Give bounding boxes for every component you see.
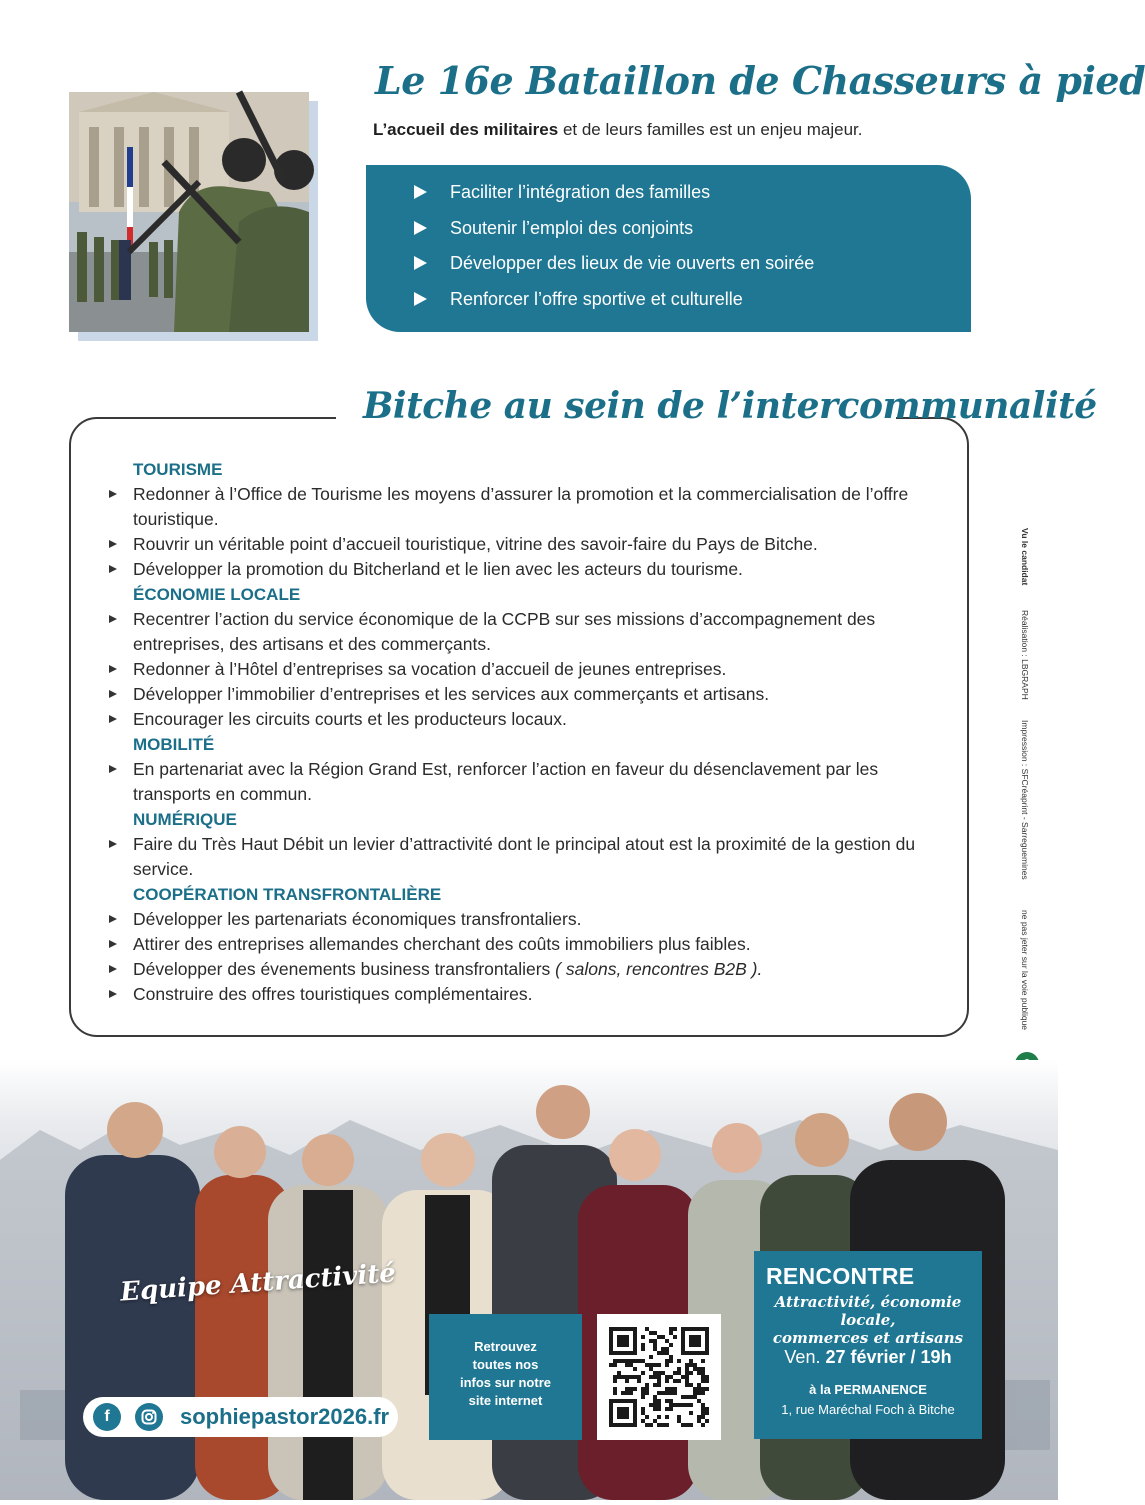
triangle-bullet-icon	[109, 840, 117, 848]
military-parade-photo	[69, 92, 309, 332]
subtitle-rest: et de leurs familles est un enjeu majeur.	[558, 120, 863, 139]
meeting-place: à la PERMANENCE	[809, 1382, 927, 1397]
list-item-text: Rouvrir un véritable point d’accueil touristique, vitrine des savoir-faire du Pays de Bitche.	[133, 534, 818, 554]
priority-item	[410, 250, 971, 286]
meeting-box	[754, 1251, 982, 1439]
section1-subtitle	[373, 120, 863, 140]
list-item	[107, 832, 957, 882]
list-item-text: Développer la promotion du Bitcherland et le lien avec les acteurs du tourisme.	[133, 559, 743, 579]
list-item-text: Développer les partenariats économiques transfrontaliers.	[133, 909, 582, 929]
website-link[interactable]: sophiepastor2026.fr	[180, 1404, 390, 1429]
triangle-bullet-icon	[109, 715, 117, 723]
instagram-icon[interactable]	[135, 1403, 163, 1431]
list-item-text: Construire des offres touristiques complémentaires.	[133, 984, 533, 1004]
list-item	[107, 657, 957, 682]
triangle-bullet-icon	[109, 565, 117, 573]
list-item	[107, 482, 957, 532]
meeting-title: RENCONTRE	[766, 1263, 915, 1289]
military-priorities-box	[366, 165, 971, 332]
meeting-date	[754, 1347, 982, 1368]
list-item	[107, 707, 957, 732]
meeting-subtitle-line: Attractivité, économie locale,	[774, 1293, 962, 1329]
list-item-text: En partenariat avec la Région Grand Est, renforcer l’action en faveur du désenclavement par les transports en commun.	[133, 759, 879, 804]
section2-title: Bitche au sein de l’intercommunalité	[363, 385, 1097, 427]
list-item-text: Encourager les circuits courts et les producteurs locaux.	[133, 709, 567, 729]
legal-line: ne pas jeter sur la voie publique	[1020, 910, 1030, 1031]
meeting-subtitle-line: commerces et artisans	[772, 1329, 964, 1347]
triangle-bullet-icon	[414, 221, 427, 235]
category-heading: TOURISME	[133, 460, 223, 479]
priority-text: Faciliter l’intégration des familles	[450, 182, 711, 202]
triangle-bullet-icon	[109, 665, 117, 673]
triangle-bullet-icon	[109, 490, 117, 498]
list-item	[107, 557, 957, 582]
category-heading: NUMÉRIQUE	[133, 810, 237, 829]
legal-mentions	[1016, 528, 1036, 1048]
triangle-bullet-icon	[109, 990, 117, 998]
list-item	[107, 757, 957, 807]
priority-text: Soutenir l’emploi des conjoints	[450, 217, 694, 238]
list-item	[107, 932, 957, 957]
subtitle-bold: L’accueil des militaires	[373, 120, 559, 139]
list-item-text: Développer l’immobilier d’entreprises et les services aux commerçants et artisans.	[133, 684, 770, 704]
triangle-bullet-icon	[414, 185, 427, 199]
team-label: Equipe Attractivité	[119, 1258, 397, 1308]
section1-title: Le 16e Bataillon de Chasseurs à pied	[375, 58, 1145, 103]
triangle-bullet-icon	[109, 765, 117, 773]
triangle-bullet-icon	[414, 256, 427, 270]
triangle-bullet-icon	[109, 965, 117, 973]
list-item	[107, 957, 957, 982]
info-box	[429, 1314, 582, 1440]
category-heading: ÉCONOMIE LOCALE	[133, 585, 301, 604]
list-item-text: Recentrer l’action du service économique de la CCPB sur ses missions d’accompagnement des entreprises, des artisans et des commerçants.	[133, 609, 876, 654]
website-pill[interactable]	[83, 1397, 398, 1437]
intercommunality-content	[107, 457, 957, 1007]
priority-item	[410, 215, 971, 251]
triangle-bullet-icon	[109, 915, 117, 923]
list-item-text: Attirer des entreprises allemandes cherchant des coûts immobiliers plus faibles.	[133, 934, 751, 954]
list-item	[107, 682, 957, 707]
facebook-icon[interactable]: f	[93, 1403, 121, 1431]
triangle-bullet-icon	[109, 540, 117, 548]
list-item	[107, 607, 957, 657]
list-item-note: ( salons, rencontres B2B ).	[550, 959, 763, 979]
priority-text: Développer des lieux de vie ouverts en soirée	[450, 253, 815, 273]
legal-line: Impression : SFCréaprint - Sarreguemines	[1020, 720, 1030, 880]
meeting-date-prefix: Ven.	[784, 1347, 821, 1367]
triangle-bullet-icon	[109, 615, 117, 623]
category-heading: COOPÉRATION TRANSFRONTALIÈRE	[133, 885, 442, 904]
triangle-bullet-icon	[109, 690, 117, 698]
priority-item	[410, 286, 971, 322]
category-heading: MOBILITÉ	[133, 735, 215, 754]
info-text: Retrouvez toutes nos infos sur notre site internet	[459, 1339, 551, 1408]
list-item-text: Redonner à l’Office de Tourisme les moyens d’assurer la promotion et la commercialisation de l’offre touristique.	[133, 484, 909, 529]
priority-text: Renforcer l’offre sportive et culturelle	[450, 288, 743, 309]
qr-code[interactable]	[597, 1314, 721, 1440]
meeting-address: 1, rue Maréchal Foch à Bitche	[781, 1402, 955, 1417]
priority-item	[410, 179, 971, 215]
list-item-text: Redonner à l’Hôtel d’entreprises sa vocation d’accueil de jeunes entreprises.	[133, 659, 727, 679]
triangle-bullet-icon	[109, 940, 117, 948]
legal-line: Réalisation : LBGRAPH	[1020, 610, 1030, 700]
meeting-subtitle	[754, 1293, 982, 1347]
meeting-date-main: 27 février / 19h	[825, 1347, 952, 1367]
triangle-bullet-icon	[414, 292, 427, 306]
list-item	[107, 532, 957, 557]
list-item	[107, 982, 957, 1007]
list-item	[107, 907, 957, 932]
legal-line: Vu le candidat	[1020, 528, 1030, 586]
list-item-text: Développer des évenements business transfrontaliers	[133, 959, 551, 979]
list-item-text: Faire du Très Haut Débit un levier d’attractivité dont le principal atout est la proximité de la gestion du service.	[133, 834, 916, 879]
